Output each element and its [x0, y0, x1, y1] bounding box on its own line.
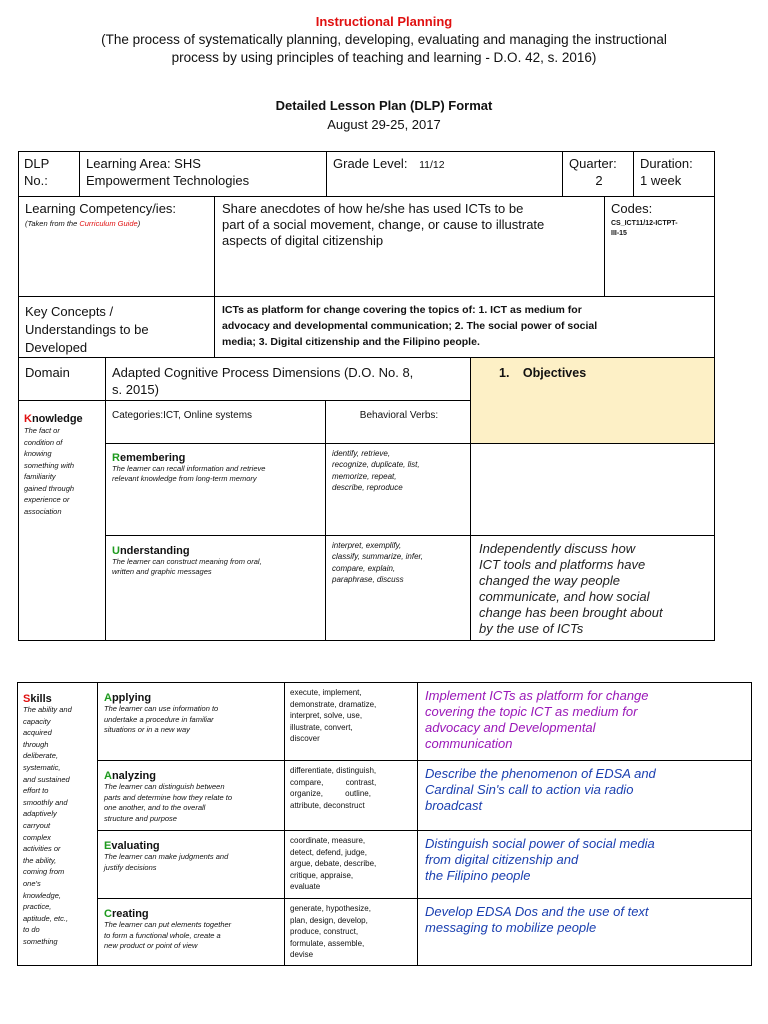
analyzing-objective — [425, 766, 656, 814]
skills-description-line: smoothly and — [23, 797, 68, 807]
analyzing-description-line: parts and determine how they relate to — [104, 792, 232, 802]
competency-text-line: aspects of digital citizenship — [222, 233, 384, 248]
understanding-verbs-line: paraphrase, discuss — [332, 574, 404, 584]
creating-verbs-line: plan, design, develop, — [290, 915, 368, 925]
key-concepts-label: Key Concepts / — [25, 304, 114, 319]
knowledge-description-line: experience or — [24, 495, 70, 504]
codes-label: Codes: — [611, 201, 653, 216]
skills-description-line: through — [23, 739, 49, 749]
quarter-label: Quarter: — [569, 156, 617, 171]
analyzing-objective-line: Cardinal Sin's call to action via radio — [425, 782, 634, 797]
skills-description-line: something — [23, 936, 58, 946]
evaluating-initial: E — [104, 840, 112, 852]
grade-level-label: Grade Level: — [333, 156, 408, 171]
evaluating-description-line: justify decisions — [104, 862, 157, 872]
understanding-verbs-cell — [325, 535, 471, 641]
knowledge-description-line: association — [24, 506, 62, 516]
evaluating-objective-line: from digital citizenship and — [425, 852, 579, 867]
creating-description-line: new product or point of view — [104, 941, 198, 950]
subtitle-line-1: (The process of systematically planning, developing, evaluating and managing the instructional — [101, 32, 667, 47]
understanding-description — [112, 557, 262, 577]
evaluating-label: valuating — [111, 840, 160, 852]
remembering-description-line: relevant knowledge from long-term memory — [112, 474, 257, 483]
understanding-objective-line: communicate, and how social — [479, 589, 650, 604]
skills-description-line: systematic, — [23, 762, 61, 772]
remembering-verbs-line: memorize, repeat, — [332, 471, 397, 481]
skills-description-line: effort to — [23, 786, 49, 796]
key-concepts-text: advocacy and developmental communication; 2. The social power of social — [222, 320, 598, 332]
format-date: August 29-25, 2017 — [327, 117, 441, 132]
knowledge-description-line: condition of — [24, 437, 63, 447]
grade-level-value: 11/12 — [419, 159, 445, 171]
creating-verbs-cell — [284, 898, 418, 966]
evaluating-objective — [425, 836, 655, 884]
creating-objective-cell — [417, 898, 752, 966]
evaluating-verbs-line: evaluate — [290, 882, 321, 892]
skills-description-line: complex — [23, 832, 51, 842]
competency-note-prefix: (Taken from the — [25, 219, 80, 228]
knowledge-description — [24, 425, 74, 517]
creating-verbs-line: generate, hypothesize, — [290, 904, 371, 913]
remembering-cell — [105, 443, 326, 536]
analyzing-objective-line: Describe the phenomenon of EDSA and — [425, 766, 656, 781]
knowledge-description-line: familiarity — [24, 472, 56, 481]
evaluating-objective-line: Distinguish social power of social media — [425, 836, 655, 851]
key-concepts-label-cell — [18, 296, 215, 358]
competency-note-suffix: ) — [137, 219, 141, 228]
behavioral-verbs-header-cell — [325, 400, 471, 444]
knowledge-label: nowledge — [31, 413, 83, 425]
skills-description-line: The ability and — [23, 705, 72, 714]
skills-description-line: aptitude, etc., — [23, 913, 69, 923]
competency-text-line: part of a social movement, change, or cause to illustrate — [222, 217, 545, 232]
knowledge-description-line: knowing — [24, 449, 52, 458]
applying-objective-line: communication — [425, 736, 513, 751]
applying-verbs-line: illustrate, convert, — [290, 722, 353, 732]
skills-description-line: capacity — [23, 716, 51, 726]
remembering-initial: R — [112, 452, 120, 464]
analyzing-verbs-line: differentiate, distinguish, — [290, 766, 377, 775]
analyzing-label: nalyzing — [111, 770, 156, 782]
applying-verbs — [290, 687, 376, 745]
knowledge-description-line: gained through — [24, 483, 75, 493]
applying-description-line: situations or in a new way — [104, 725, 190, 734]
format-title: Detailed Lesson Plan (DLP) Format — [275, 98, 493, 113]
learning-area-cell — [79, 151, 327, 197]
key-concepts-label: Developed — [25, 340, 88, 355]
evaluating-verbs-line: coordinate, measure, — [290, 836, 366, 845]
understanding-objective-line: changed the way people — [479, 573, 620, 588]
understanding-objective-line: change has been brought about — [479, 605, 663, 620]
categories-text: Categories:ICT, Online systems — [112, 410, 253, 421]
applying-verbs-line: discover — [290, 734, 320, 744]
applying-cell — [97, 682, 285, 761]
skills-label: kills — [30, 693, 52, 705]
analyzing-description-line: The learner can distinguish between — [104, 782, 225, 791]
evaluating-verbs-line: argue, debate, describe, — [290, 859, 377, 869]
grade-level-cell — [326, 151, 563, 197]
analyzing-description-line: structure and purpose — [104, 813, 177, 823]
duration-cell — [633, 151, 715, 197]
evaluating-verbs-cell — [284, 830, 418, 899]
evaluating-verbs — [290, 835, 376, 893]
creating-verbs-line: devise — [290, 950, 314, 960]
skills-description-line: knowledge, — [23, 890, 61, 900]
analyzing-objective-line: broadcast — [425, 798, 483, 813]
understanding-verbs — [332, 540, 423, 585]
applying-verbs-line: demonstrate, dramatize, — [290, 699, 377, 709]
understanding-objective-line: Independently discuss how — [479, 541, 636, 556]
analyzing-verbs-line: attribute, deconstruct — [290, 800, 365, 810]
skills-description-line: one's — [23, 878, 41, 888]
understanding-objective — [479, 541, 663, 637]
applying-initial: A — [104, 692, 112, 704]
applying-verbs-line: execute, implement, — [290, 688, 362, 697]
key-concepts-text: media; 3. Digital citizenship and the Filipino people. — [222, 336, 480, 348]
adapted-dimensions-text: Adapted Cognitive Process Dimensions (D.O. No. 8, — [112, 365, 414, 380]
remembering-objective-cell — [470, 443, 715, 536]
understanding-initial: U — [112, 545, 120, 557]
analyzing-description-line: one another, and to the overall — [104, 803, 206, 812]
creating-description — [104, 920, 231, 952]
applying-verbs-cell — [284, 682, 418, 761]
understanding-label: nderstanding — [119, 545, 190, 557]
objectives-label: Objectives — [522, 366, 587, 380]
analyzing-verbs — [290, 765, 376, 811]
domain-label: Domain — [25, 365, 70, 380]
page-title: Instructional Planning — [315, 14, 453, 29]
creating-label: reating — [111, 908, 149, 920]
analyzing-description — [104, 782, 232, 824]
remembering-verbs — [332, 448, 420, 493]
subtitle-line-2: process by using principles of teaching and learning - D.O. 42, s. 2016) — [171, 50, 597, 65]
objectives-number: 1. — [499, 366, 510, 380]
applying-verbs-line: interpret, solve, use, — [290, 711, 363, 721]
remembering-verbs-cell — [325, 443, 471, 536]
evaluating-description — [104, 852, 228, 873]
key-concepts-text-cell — [214, 296, 715, 358]
applying-objective-line: advocacy and Developmental — [425, 720, 596, 735]
analyzing-verbs-line: organize, outline, — [290, 789, 371, 799]
knowledge-description-line: something with — [24, 460, 75, 470]
knowledge-cell — [18, 400, 106, 641]
creating-description-line: The learner can put elements together — [104, 920, 232, 929]
skills-description-line: practice, — [23, 902, 52, 912]
learning-area-label: Learning Area: SHS — [86, 156, 201, 171]
duration-label: Duration: — [640, 156, 693, 171]
creating-verbs-line: formulate, assemble, — [290, 938, 365, 948]
curriculum-guide-link: Curriculum Guide — [79, 219, 138, 228]
skills-description-line: the ability, — [23, 855, 57, 865]
applying-objective-cell — [417, 682, 752, 761]
objectives-header-cell — [470, 357, 715, 444]
dlp-no-label: No.: — [24, 173, 48, 188]
skills-description-line: and sustained — [23, 774, 70, 784]
skills-description-line: activities or — [23, 844, 61, 854]
evaluating-objective-line: the Filipino people — [425, 868, 531, 883]
applying-description-line: The learner can use information to — [104, 704, 219, 713]
adapted-dimensions-cell — [105, 357, 471, 401]
evaluating-description-line: The learner can make judgments and — [104, 852, 229, 861]
dlp-number-cell — [18, 151, 80, 197]
remembering-verbs-line: describe, reproduce — [332, 482, 403, 492]
remembering-verbs-line: recognize, duplicate, list, — [332, 460, 420, 470]
adapted-dimensions-text: s. 2015) — [112, 382, 159, 397]
applying-objective — [425, 688, 649, 752]
understanding-objective-line: ICT tools and platforms have — [479, 557, 646, 572]
remembering-label: emembering — [119, 452, 186, 464]
key-concepts-text: ICTs as platform for change covering the topics of: 1. ICT as medium for — [222, 304, 582, 316]
evaluating-cell — [97, 830, 285, 899]
understanding-objective-cell — [470, 535, 715, 641]
domain-label-cell — [18, 357, 106, 401]
creating-verbs — [290, 903, 371, 961]
creating-cell — [97, 898, 285, 966]
skills-description — [23, 704, 72, 947]
skills-description-line: carryout — [23, 820, 51, 830]
codes-value: III-15 — [611, 230, 627, 237]
codes-cell — [604, 196, 715, 297]
evaluating-verbs-line: critique, appraise, — [290, 870, 354, 880]
remembering-description-line: The learner can recall information and retrieve — [112, 464, 266, 473]
key-concepts-label: Understandings to be — [25, 322, 149, 337]
categories-cell — [105, 400, 326, 444]
understanding-description-line: written and graphic messages — [112, 567, 212, 576]
competency-text-line: Share anecdotes of how he/she has used ICTs to be — [222, 201, 524, 216]
knowledge-description-line: The fact or — [24, 426, 60, 435]
behavioral-verbs-header: Behavioral Verbs: — [359, 410, 439, 421]
skills-cell — [17, 682, 98, 966]
applying-objective-line: covering the topic ICT as medium for — [425, 704, 638, 719]
duration-value: 1 week — [640, 173, 682, 188]
analyzing-cell — [97, 760, 285, 831]
skills-description-line: adaptively — [23, 809, 57, 819]
creating-objective-line: messaging to mobilize people — [425, 920, 597, 935]
skills-description-line: coming from — [23, 867, 65, 877]
remembering-description — [112, 464, 265, 484]
skills-description-line: deliberate, — [23, 751, 59, 761]
analyzing-verbs-line: compare, contrast, — [290, 777, 377, 787]
understanding-verbs-line: classify, summarize, infer, — [332, 552, 423, 562]
codes-value: CS_ICT11/12-ICTPT- — [611, 220, 678, 227]
skills-initial: S — [23, 693, 31, 705]
applying-objective-line: Implement ICTs as platform for change — [425, 688, 649, 703]
skills-description-line: to do — [23, 925, 40, 935]
understanding-verbs-line: interpret, exemplify, — [332, 541, 402, 550]
competency-text-cell — [214, 196, 605, 297]
creating-objective — [425, 904, 649, 936]
dlp-label: DLP — [24, 156, 50, 171]
creating-initial: C — [104, 908, 112, 920]
quarter-value: 2 — [595, 173, 603, 188]
applying-label: pplying — [111, 692, 152, 704]
creating-description-line: to form a functional whole, create a — [104, 930, 221, 940]
analyzing-verbs-cell — [284, 760, 418, 831]
understanding-description-line: The learner can construct meaning from oral, — [112, 557, 262, 566]
applying-description — [104, 704, 218, 736]
competency-label: Learning Competency/ies: — [25, 201, 177, 216]
remembering-verbs-line: identify, retrieve, — [332, 449, 391, 458]
understanding-objective-line: by the use of ICTs — [479, 621, 584, 636]
analyzing-objective-cell — [417, 760, 752, 831]
analyzing-initial: A — [104, 770, 112, 782]
understanding-verbs-line: compare, explain, — [332, 563, 396, 573]
evaluating-objective-cell — [417, 830, 752, 899]
creating-verbs-line: produce, construct, — [290, 927, 359, 937]
applying-description-line: undertake a procedure in familiar — [104, 714, 214, 724]
skills-description-line: acquired — [23, 728, 52, 738]
quarter-cell — [562, 151, 634, 197]
knowledge-initial: K — [24, 413, 32, 425]
understanding-cell — [105, 535, 326, 641]
competency-label-cell — [18, 196, 215, 297]
creating-objective-line: Develop EDSA Dos and the use of text — [425, 904, 649, 919]
learning-area-value: Empowerment Technologies — [86, 173, 250, 188]
evaluating-verbs-line: detect, defend, judge, — [290, 847, 367, 857]
